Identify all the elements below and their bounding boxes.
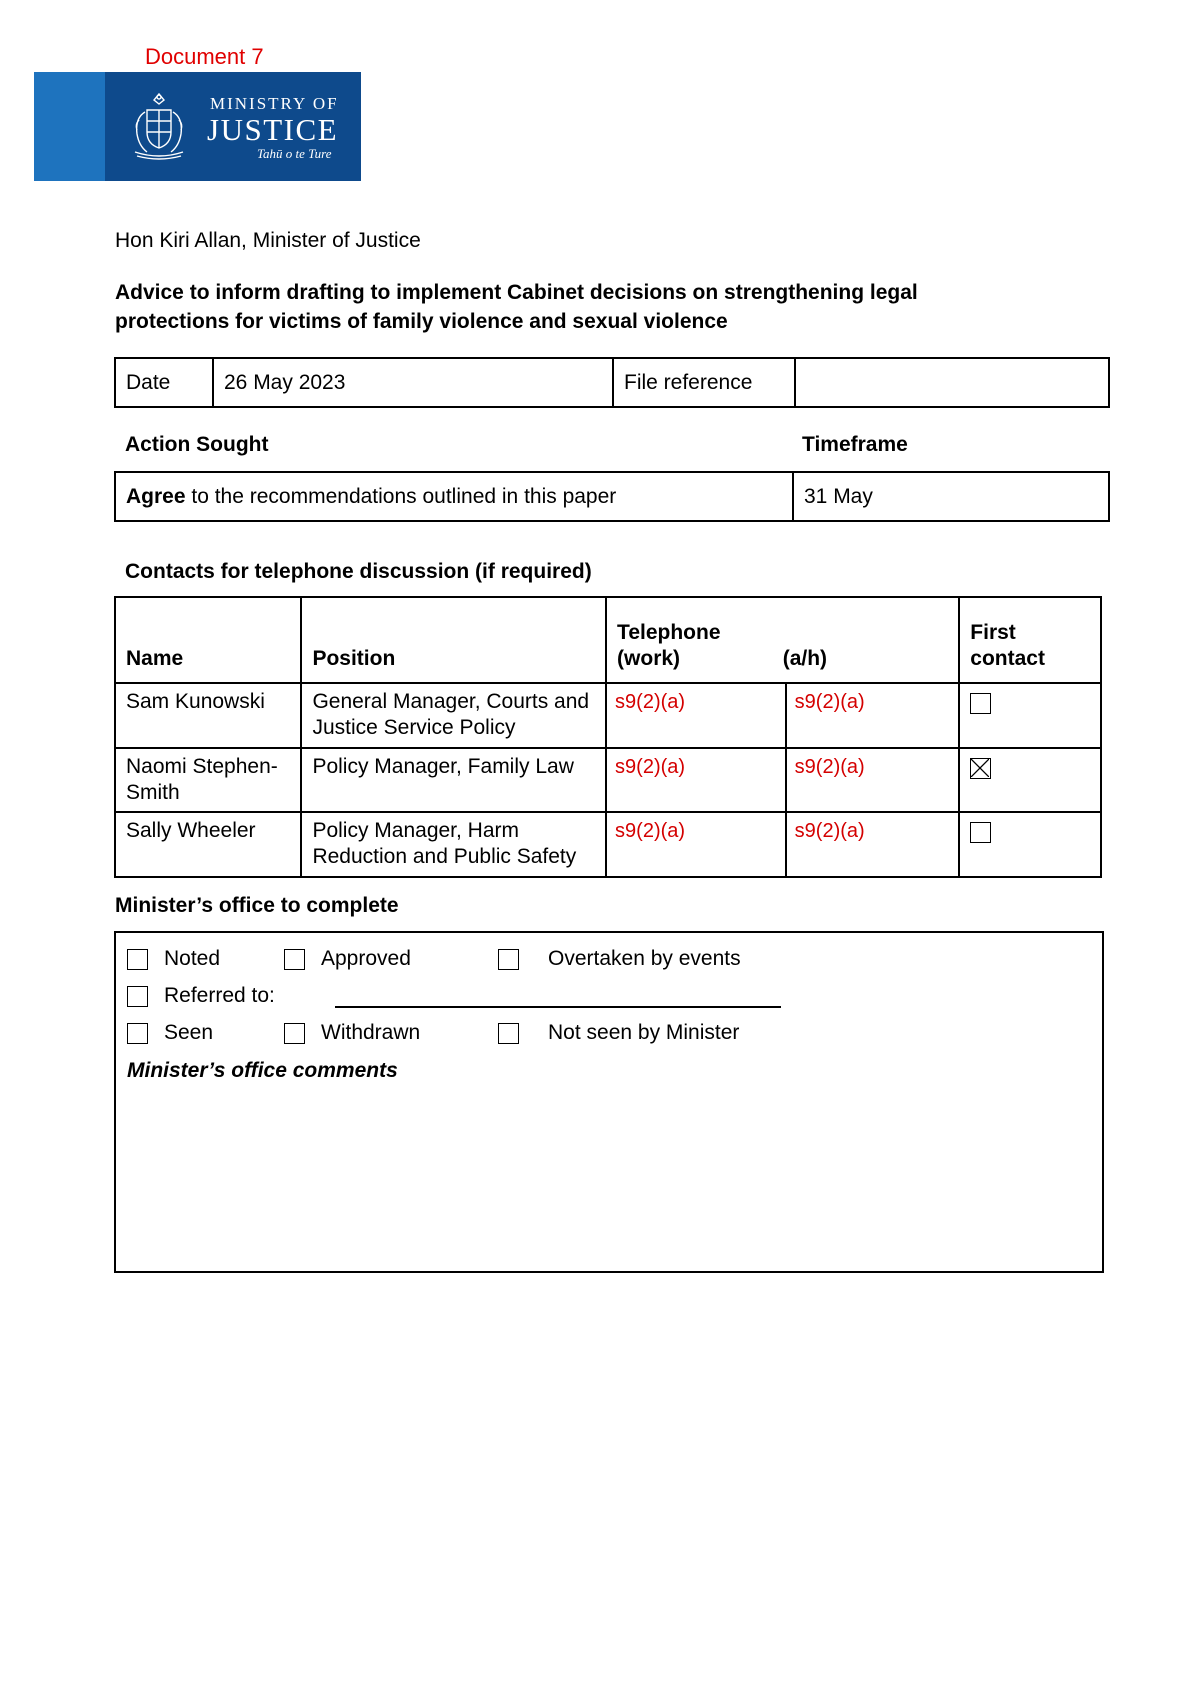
document-title: Advice to inform drafting to implement Cabinet decisions on strengthening legal protections for victims of family violence and sexual violence xyxy=(115,281,918,333)
addressee: Hon Kiri Allan, Minister of Justice xyxy=(115,229,421,252)
logo-accent xyxy=(34,72,105,181)
contact-ah-phone: s9(2)(a) xyxy=(786,812,960,877)
coat-of-arms-icon xyxy=(125,90,193,162)
action-rest: to the recommendations outlined in this paper xyxy=(185,484,617,508)
minister-office-comments-label: Minister’s office comments xyxy=(127,1059,398,1082)
minister-office-box xyxy=(114,931,1104,1273)
contact-ah-phone: s9(2)(a) xyxy=(786,683,960,748)
contacts-header-row xyxy=(115,597,1101,683)
file-reference-label: File reference xyxy=(613,358,795,407)
table-row xyxy=(115,683,1101,748)
first-contact-checkbox[interactable] xyxy=(970,693,991,714)
option-seen[interactable] xyxy=(127,1021,213,1045)
referred-checkbox[interactable] xyxy=(127,986,148,1007)
option-referred[interactable] xyxy=(127,984,275,1008)
first-contact-cell xyxy=(959,812,1101,877)
file-reference-value xyxy=(795,358,1109,407)
noted-checkbox[interactable] xyxy=(127,949,148,970)
table-row xyxy=(115,812,1101,877)
table-row xyxy=(115,748,1101,812)
contacts-table xyxy=(114,596,1102,878)
noted-label: Noted xyxy=(164,947,221,970)
contact-name: Sally Wheeler xyxy=(115,812,301,877)
col-telephone-label: Telephone xyxy=(617,621,721,644)
action-sought-heading: Action Sought xyxy=(125,433,269,456)
option-withdrawn[interactable] xyxy=(284,1021,420,1045)
first-contact-cell xyxy=(959,748,1101,812)
seen-checkbox[interactable] xyxy=(127,1023,148,1044)
option-approved[interactable] xyxy=(284,947,411,971)
contact-work-phone: s9(2)(a) xyxy=(606,748,786,812)
contact-work-phone: s9(2)(a) xyxy=(606,683,786,748)
overtaken-checkbox[interactable] xyxy=(498,949,519,970)
approved-checkbox[interactable] xyxy=(284,949,305,970)
option-noted[interactable] xyxy=(127,947,220,971)
date-value: 26 May 2023 xyxy=(213,358,613,407)
checkbox-cross-icon xyxy=(971,759,989,777)
contact-work-phone: s9(2)(a) xyxy=(606,812,786,877)
col-position: Position xyxy=(301,597,606,683)
first-contact-checkbox-checked[interactable] xyxy=(970,758,991,779)
col-first-contact: First contact xyxy=(959,597,1101,683)
contact-name: Sam Kunowski xyxy=(115,683,301,748)
timeframe-value: 31 May xyxy=(793,472,1109,521)
timeframe-heading: Timeframe xyxy=(802,433,908,456)
approved-label: Approved xyxy=(321,947,411,970)
first-contact-checkbox[interactable] xyxy=(970,822,991,843)
overtaken-label: Overtaken by events xyxy=(548,947,741,970)
referred-label: Referred to: xyxy=(164,984,275,1007)
withdrawn-label: Withdrawn xyxy=(321,1021,421,1044)
logo-tagline: Tahū o te Ture xyxy=(257,146,332,161)
contacts-heading: Contacts for telephone discussion (if required) xyxy=(125,560,592,583)
first-contact-cell xyxy=(959,683,1101,748)
contact-name: Naomi Stephen-Smith xyxy=(115,748,301,812)
contact-position: Policy Manager, Harm Reduction and Public Safety xyxy=(301,812,606,877)
not-seen-label: Not seen by Minister xyxy=(548,1021,740,1044)
seen-label: Seen xyxy=(164,1021,214,1044)
contact-ah-phone: s9(2)(a) xyxy=(786,748,960,812)
col-name: Name xyxy=(115,597,301,683)
minister-office-heading: Minister’s office to complete xyxy=(115,894,399,917)
action-table xyxy=(114,471,1110,522)
logo-justice: JUSTICE xyxy=(207,112,339,147)
agree-word: Agree xyxy=(126,484,186,508)
not-seen-checkbox[interactable] xyxy=(498,1023,519,1044)
withdrawn-checkbox[interactable] xyxy=(284,1023,305,1044)
option-overtaken[interactable] xyxy=(498,947,741,971)
document-label: Document 7 xyxy=(145,44,264,69)
action-text xyxy=(115,472,793,521)
option-not-seen[interactable] xyxy=(498,1021,739,1045)
contact-position: Policy Manager, Family Law xyxy=(301,748,606,812)
col-telephone xyxy=(606,597,959,683)
logo-ministry-of: MINISTRY OF xyxy=(210,94,339,113)
col-work: (work) xyxy=(617,647,681,670)
contact-position: General Manager, Courts and Justice Service Policy xyxy=(301,683,606,748)
col-ah: (a/h) xyxy=(782,647,828,670)
date-reference-table xyxy=(114,357,1110,408)
date-label: Date xyxy=(115,358,213,407)
referred-to-line[interactable] xyxy=(335,1006,781,1008)
